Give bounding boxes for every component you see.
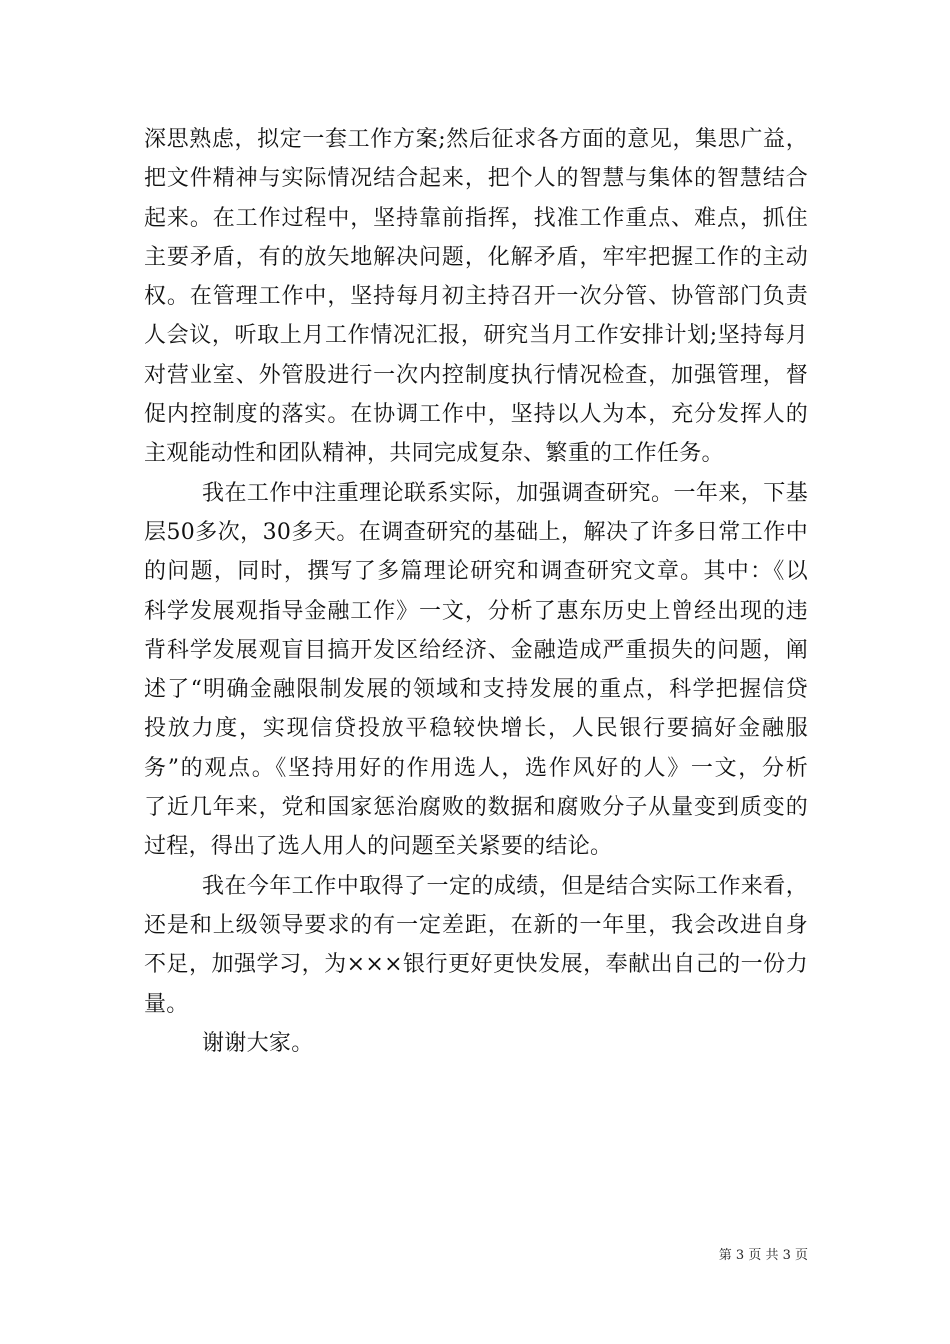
text-line: 人会议，听取上月工作情况汇报，研究当月工作安排计划;坚持每月 [144, 323, 808, 349]
text-line: 对营业室、外管股进行一次内控制度执行情况检查，加强管理，督 [144, 362, 808, 388]
text-line: 量。 [144, 991, 189, 1017]
body-text [144, 120, 808, 1063]
text-line: 科学发展观指导金融工作》一文，分析了惠东历史上曾经出现的违 [144, 598, 808, 624]
text-line: 谢谢大家。 [202, 1030, 314, 1056]
text-line: 我在工作中注重理论联系实际，加强调查研究。一年来，下基 [202, 480, 808, 506]
text-line: 不足，加强学习，为×××银行更好更快发展，奉献出自己的一份力 [144, 952, 808, 978]
paragraph [144, 120, 808, 474]
text-line: 还是和上级领导要求的有一定差距，在新的一年里，我会改进自身 [144, 912, 808, 938]
page-number: 第 3 页 共 3 页 [718, 1248, 808, 1263]
text-line: 促内控制度的落实。在协调工作中，坚持以人为本，充分发挥人的 [144, 402, 808, 428]
text-line: 投放力度，实现信贷投放平稳较快增长，人民银行要搞好金融服 [144, 716, 808, 742]
text-line: 述了“明确金融限制发展的领域和支持发展的重点，科学把握信贷 [144, 677, 808, 703]
text-line: 深思熟虑，拟定一套工作方案;然后征求各方面的意见，集思广益， [144, 127, 808, 152]
paragraph [144, 1024, 808, 1063]
text-line: 把文件精神与实际情况结合起来，把个人的智慧与集体的智慧结合 [144, 166, 808, 192]
text-line: 我在今年工作中取得了一定的成绩，但是结合实际工作来看， [202, 873, 808, 899]
text-line: 的问题，同时，撰写了多篇理论研究和调查研究文章。其中：《以 [144, 559, 808, 585]
paragraph [144, 867, 808, 1024]
text-line: 了近几年来，党和国家惩治腐败的数据和腐败分子从量变到质变的 [144, 795, 808, 821]
paragraph [144, 474, 808, 867]
text-line: 权。在管理工作中，坚持每月初主持召开一次分管、协管部门负责 [144, 284, 808, 310]
text-line: 主要矛盾，有的放矢地解决问题，化解矛盾，牢牢把握工作的主动 [144, 244, 808, 270]
text-line: 务”的观点。《坚持用好的作用选人，选作风好的人》一文，分析 [144, 755, 808, 781]
text-line: 起来。在工作过程中，坚持靠前指挥，找准工作重点、难点，抓住 [144, 205, 808, 231]
text-line: 主观能动性和团队精神，共同完成复杂、繁重的工作任务。 [144, 441, 724, 467]
text-line: 过程，得出了选人用人的问题至关紧要的结论。 [144, 834, 613, 860]
text-line: 层50多次，30多天。在调查研究的基础上，解决了许多日常工作中 [144, 519, 808, 545]
text-line: 背科学发展观盲目搞开发区给经济、金融造成严重损失的问题，阐 [144, 637, 808, 663]
